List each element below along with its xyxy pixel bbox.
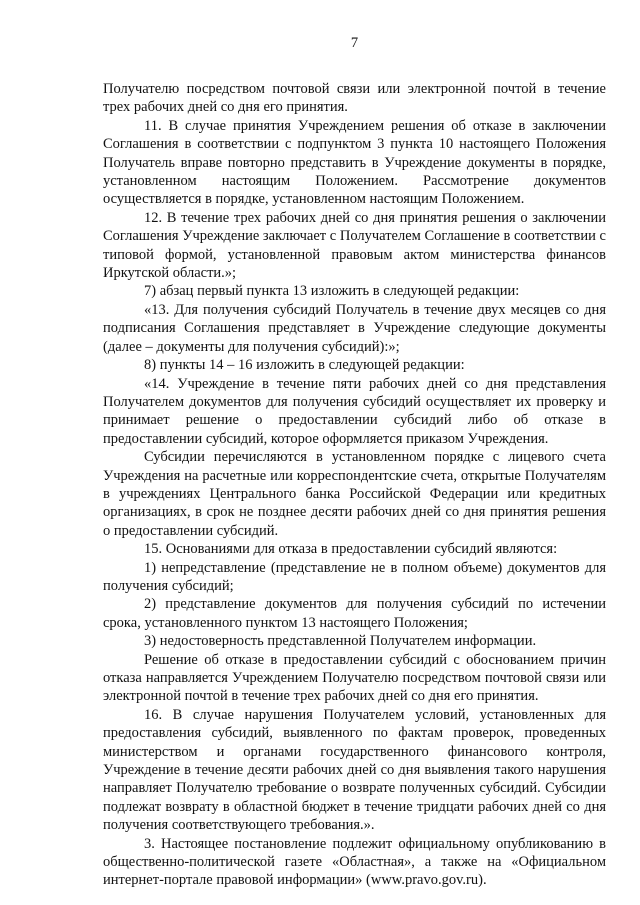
- paragraph-item-13: «13. Для получения субсидий Получатель в течение двух месяцев со дня подписания Соглашения представляет в Учреждение следующие документы (далее – документы для получения субсидий):»;: [103, 301, 606, 355]
- paragraph-refusal-notice: Решение об отказе в предоставлении субсидий с обоснованием причин отказа направляется Учреждением Получателю посредством почтовой связи или электронной почтой в течение трех рабочих дней со дня его принятия.: [103, 651, 606, 705]
- document-page: [103, 34, 606, 890]
- paragraph-item-12: 12. В течение трех рабочих дней со дня принятия решения о заключении Соглашения Учреждение заключает с Получателем Соглашение в соответствии с типовой формой, установленной правовым актом министерства финансов Иркутской области.»;: [103, 209, 606, 282]
- paragraph-continuation: Получателю посредством почтовой связи или электронной почтой в течение трех рабочих дней со дня его принятия.: [103, 81, 606, 116]
- paragraph-ground-2: 2) представление документов для получения субсидий по истечении срока, установленного пунктом 13 настоящего Положения;: [103, 596, 606, 631]
- paragraph-ground-3: 3) недостоверность представленной Получателем информации.: [144, 633, 537, 650]
- paragraph-item-3-publication: 3. Настоящее постановление подлежит официальному опубликованию в общественно-политической газете «Областная», а также на «Официальном интернет-портале правовой информации» (www.pravo.gov.ru).: [103, 835, 606, 889]
- paragraph-amendment-8: 8) пункты 14 – 16 изложить в следующей редакции:: [144, 357, 465, 374]
- paragraph-ground-1: 1) непредставление (представление не в полном объеме) документов для получения субсидий;: [103, 559, 606, 594]
- paragraph-item-14: «14. Учреждение в течение пяти рабочих дней со дня представления Получателем документов для получения субсидий осуществляет их проверку и принимает решение о предоставлении субсидий либо об отказе в предоставлении субсидий, которое оформляется приказом Учреждения.: [103, 375, 606, 447]
- paragraph-subsidy-transfer: Субсидии перечисляются в установленном порядке с лицевого счета Учреждения на расчетные или корреспондентские счета, открытые Получателям в учреждениях Центрального банка Российской Федерации или кредитных организациях, в срок не позднее десяти рабочих дней со дня принятия решения о предоставлении субсидий.: [103, 449, 606, 539]
- page-number: 7: [350, 35, 359, 51]
- paragraph-amendment-7: 7) абзац первый пункта 13 изложить в следующей редакции:: [144, 283, 520, 300]
- paragraph-item-15: 15. Основаниями для отказа в предоставлении субсидий являются:: [144, 541, 558, 558]
- paragraph-item-16: 16. В случае нарушения Получателем условий, установленных для предоставления субсидий, выявленного по фактам проверок, проведенных министерством и органами государственного финансового контроля, Учреждение в течение десяти рабочих дней со дня выявления такого нарушения направляет Получателю требование о возврате полученных субсидий. Субсидии подлежат возврату в областной бюджет в течение тридцати рабочих дней со дня получения соответствующего требования.».: [103, 706, 606, 834]
- paragraph-item-11: 11. В случае принятия Учреждением решения об отказе в заключении Соглашения в соответствии с подпунктом 3 пункта 10 настоящего Положения Получатель вправе повторно представить в Учреждение документы в порядке, установленном настоящим Положением. Рассмотрение документов осуществляется в порядке, установленном настоящим Положением.: [103, 117, 606, 208]
